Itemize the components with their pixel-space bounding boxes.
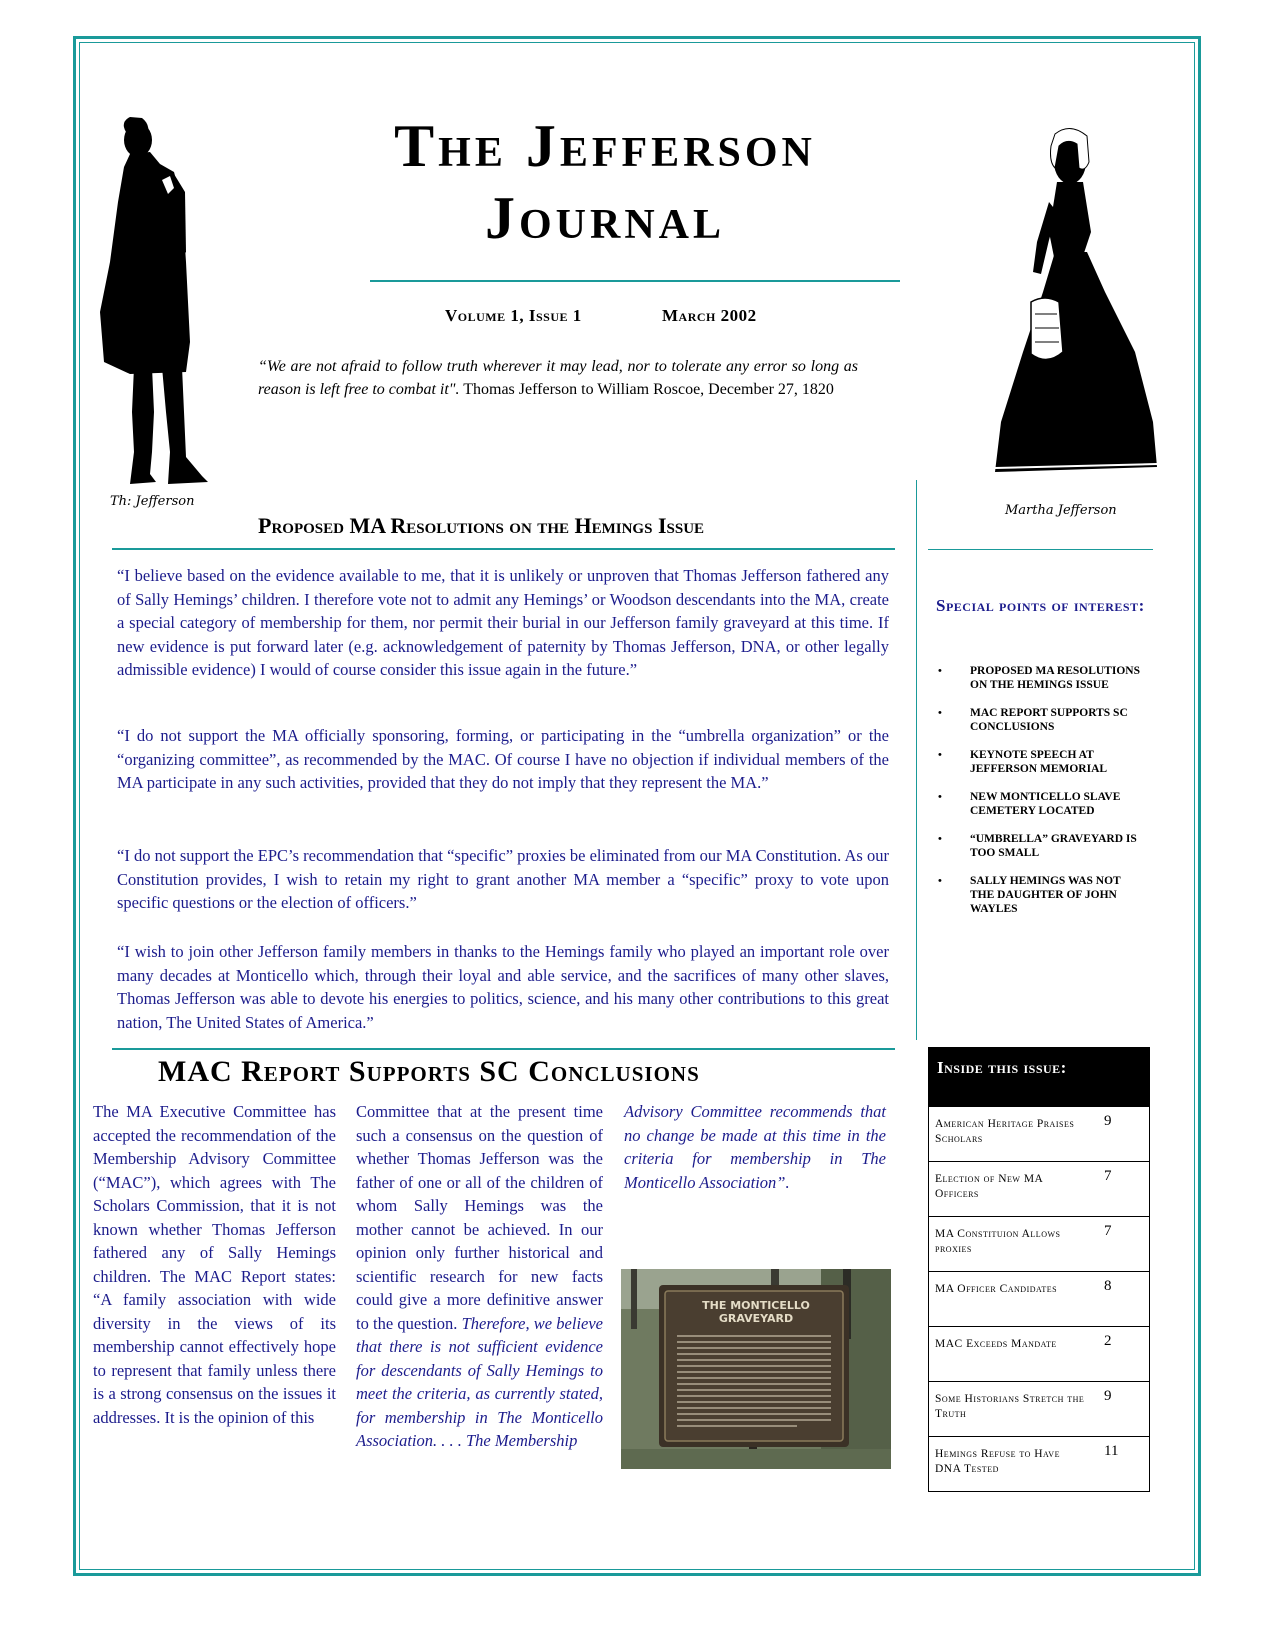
title-line-2: Journal	[484, 185, 725, 251]
volume-issue: Volume 1, Issue 1	[445, 306, 582, 325]
contents-row[interactable]	[929, 1216, 1149, 1271]
newsletter-title	[355, 110, 855, 254]
sidebar-top-rule	[928, 549, 1153, 550]
title-line-1: The Jefferson	[394, 113, 816, 179]
bullet-icon: •	[938, 875, 942, 887]
sidebar-vertical-rule	[916, 480, 917, 1040]
quote-text: “We are not afraid to follow truth wherever it may lead, nor to tolerate any error so long as reason is left free to combat it".	[258, 358, 858, 398]
special-points-list	[936, 664, 1141, 930]
contents-label: MA Officer Candidates	[935, 1283, 1058, 1295]
special-point-text: KEYNOTE SPEECH AT JEFFERSON MEMORIAL	[970, 749, 1108, 775]
bullet-icon: •	[938, 833, 942, 845]
resolution-paragraph-4: “I wish to join other Jefferson family members in thanks to the Hemings family who played an important role over many decades at Monticello which, through their loyal and able service, and the sacrifices of many other slaves, Thomas Jefferson was able to devote his energies to politics, science, and his many other contributions to this great nation, The United States of America.”	[117, 942, 889, 1032]
inside-this-issue-box	[928, 1047, 1150, 1492]
inside-this-issue-heading: Inside this issue:	[929, 1048, 1149, 1106]
contents-row[interactable]	[929, 1161, 1149, 1216]
contents-row[interactable]	[929, 1326, 1149, 1381]
special-point-text: NEW MONTICELLO SLAVE CEMETERY LOCATED	[970, 791, 1121, 817]
jefferson-quote	[258, 355, 858, 401]
contents-page: 8	[1104, 1278, 1112, 1294]
plaque-title-line-2: GRAVEYARD	[718, 1312, 794, 1325]
resolution-paragraph-1: “I believe based on the evidence available to me, that it is unlikely or unproven that Thomas Jefferson fathered any of Sally Hemings’ children. I therefore vote not to admit any Hemings’ or Woodson descendants into the MA, create a special category of membership for them, nor permit their burial in our Jefferson family graveyard at this time. If new evidence is put forward later (e.g. acknowledgement of paternity by Thomas Jefferson, DNA, or other legally admissible evidence) I would of course consider this issue again in the future.”	[117, 566, 889, 679]
contents-label: Hemings Refuse to Have DNA Tested	[935, 1448, 1060, 1475]
special-point-item	[936, 874, 1141, 916]
column-2-italic-text: Therefore, we believe that there is not sufficient evidence for descendants of Sally Hemings to meet the criteria, as currently stated, for membership in The Monticello Association. . . . The Membership	[356, 1313, 604, 1450]
quote-attribution: Thomas Jefferson to William Roscoe, December 27, 1820	[459, 381, 834, 398]
column-3-italic-text: Advisory Committee recommends that no change be made at this time in the criteria for membership in The Monticello Association”.	[624, 1102, 886, 1192]
column-2-text: Committee that at the present time such a consensus on the question of whether Thomas Jefferson was the father of one or all of the children of whom Sally Hemings was the mother cannot be achieved. In our opinion only further historical and scientific research for new facts could give a more definitive answer to the question.	[356, 1102, 603, 1333]
contents-label: Some Historians Stretch the Truth	[935, 1393, 1085, 1420]
monticello-graveyard-photo	[621, 1269, 891, 1469]
contents-label: MA Constituion Allows proxies	[935, 1228, 1061, 1255]
issue-date: March 2002	[662, 306, 757, 325]
thomas-jefferson-silhouette	[90, 112, 240, 512]
plaque-title-line-1: THE MONTICELLO	[702, 1299, 810, 1312]
bullet-icon: •	[938, 749, 942, 761]
contents-row[interactable]	[929, 1271, 1149, 1326]
article1-rule	[112, 548, 895, 550]
special-point-item	[936, 832, 1141, 860]
article2-column-2	[356, 1100, 603, 1453]
special-point-text: “UMBRELLA” GRAVEYARD IS TOO SMALL	[970, 833, 1137, 859]
contents-page: 9	[1104, 1388, 1112, 1404]
special-point-text: PROPOSED MA RESOLUTIONS ON THE HEMINGS ISSUE	[970, 665, 1140, 691]
contents-label: American Heritage Praises Scholars	[935, 1118, 1075, 1145]
resolution-paragraph-2: “I do not support the MA officially sponsoring, forming, or participating in the “umbrella organization” or the “organizing committee”, as recommended by the MAC. Of course I have no objection if individual members of the MA participate in any such activities, provided that they do not imply that they represent the MA.”	[117, 726, 889, 792]
resolution-paragraph-3: “I do not support the EPC’s recommendation that “specific” proxies be eliminated from our MA Constitution. As our Constitution provides, I wish to retain my right to grant another MA member a “specific” proxy to vote upon specific questions or the election of officers.”	[117, 846, 889, 912]
contents-row[interactable]	[929, 1381, 1149, 1436]
bullet-icon: •	[938, 665, 942, 677]
title-divider	[370, 280, 900, 282]
article2-column-3	[624, 1100, 886, 1194]
special-point-text: MAC REPORT SUPPORTS SC CONCLUSIONS	[970, 707, 1128, 733]
martha-jefferson-silhouette	[975, 122, 1175, 492]
contents-label: MAC Exceeds Mandate	[935, 1338, 1057, 1350]
contents-page: 7	[1104, 1168, 1112, 1184]
contents-row[interactable]	[929, 1436, 1149, 1491]
article1-heading: Proposed MA Resolutions on the Hemings Issue	[258, 513, 705, 538]
special-point-item	[936, 748, 1141, 776]
plaque-title	[621, 1299, 891, 1325]
bullet-icon: •	[938, 707, 942, 719]
article2-heading: MAC Report Supports SC Conclusions	[158, 1055, 700, 1088]
article2-rule	[112, 1048, 895, 1050]
contents-label: Election of New MA Officers	[935, 1173, 1043, 1200]
contents-page: 2	[1104, 1333, 1112, 1349]
contents-page: 7	[1104, 1223, 1112, 1239]
special-point-item	[936, 790, 1141, 818]
special-point-item	[936, 706, 1141, 734]
article2-column-1: The MA Executive Committee has accepted the recommendation of the Membership Advisory Committee (“MAC”), which agrees with The Scholars Commission, that it is not known whether Thomas Jefferson fathered any of Sally Hemings children. The MAC Report states: “A family association with wide diversity in the views of its membership cannot effectively hope to represent that family unless there is a strong consensus on the issues it addresses. It is the opinion of this	[93, 1102, 336, 1427]
special-point-item	[936, 664, 1141, 692]
contents-page: 11	[1104, 1443, 1119, 1459]
contents-row[interactable]	[929, 1106, 1149, 1161]
contents-page: 9	[1104, 1113, 1112, 1129]
special-point-text: SALLY HEMINGS WAS NOT THE DAUGHTER OF JOHN WAYLES	[970, 875, 1121, 915]
jefferson-signature: Th: Jefferson	[110, 494, 195, 509]
bullet-icon: •	[938, 791, 942, 803]
martha-jefferson-signature: Martha Jefferson	[1005, 503, 1117, 518]
special-points-heading: Special points of interest:	[936, 596, 1145, 615]
